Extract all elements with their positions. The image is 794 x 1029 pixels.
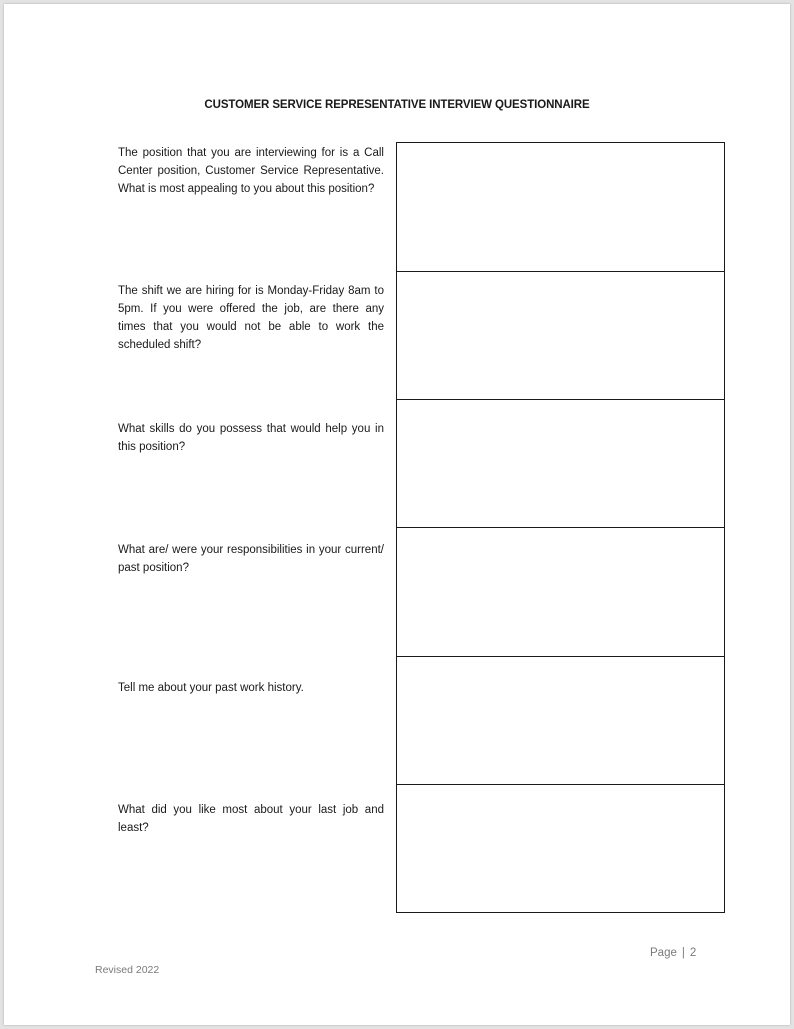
- question-1-text: The position that you are interviewing for is a Call Center position, Customer Service Representative. What is most appealing to you about this position?: [118, 147, 384, 195]
- answer-box-2[interactable]: [396, 271, 725, 400]
- document-page: [4, 4, 790, 1025]
- answer-box-3[interactable]: [396, 399, 725, 528]
- page-number-value: 2: [689, 947, 697, 959]
- question-2-text: The shift we are hiring for is Monday-Friday 8am to 5pm. If you were offered the job, are there any times that you would not be able to work the scheduled shift?: [118, 285, 384, 351]
- page-separator: |: [681, 947, 685, 959]
- answer-box-5[interactable]: [396, 656, 725, 785]
- question-5-text: Tell me about your past work history.: [118, 682, 304, 694]
- answer-box-6[interactable]: [396, 784, 725, 913]
- question-6-text: What did you like most about your last job and least?: [118, 804, 384, 834]
- page-label: Page: [650, 947, 677, 959]
- question-4-text: What are/ were your responsibilities in your current/ past position?: [118, 544, 384, 574]
- answer-box-1[interactable]: [396, 142, 725, 272]
- answer-box-4[interactable]: [396, 527, 725, 657]
- page-title: CUSTOMER SERVICE REPRESENTATIVE INTERVIEW QUESTIONNAIRE: [204, 99, 590, 111]
- question-3-text: What skills do you possess that would help you in this position?: [118, 423, 384, 453]
- revised-note: Revised 2022: [95, 964, 160, 976]
- page-number: [650, 947, 696, 959]
